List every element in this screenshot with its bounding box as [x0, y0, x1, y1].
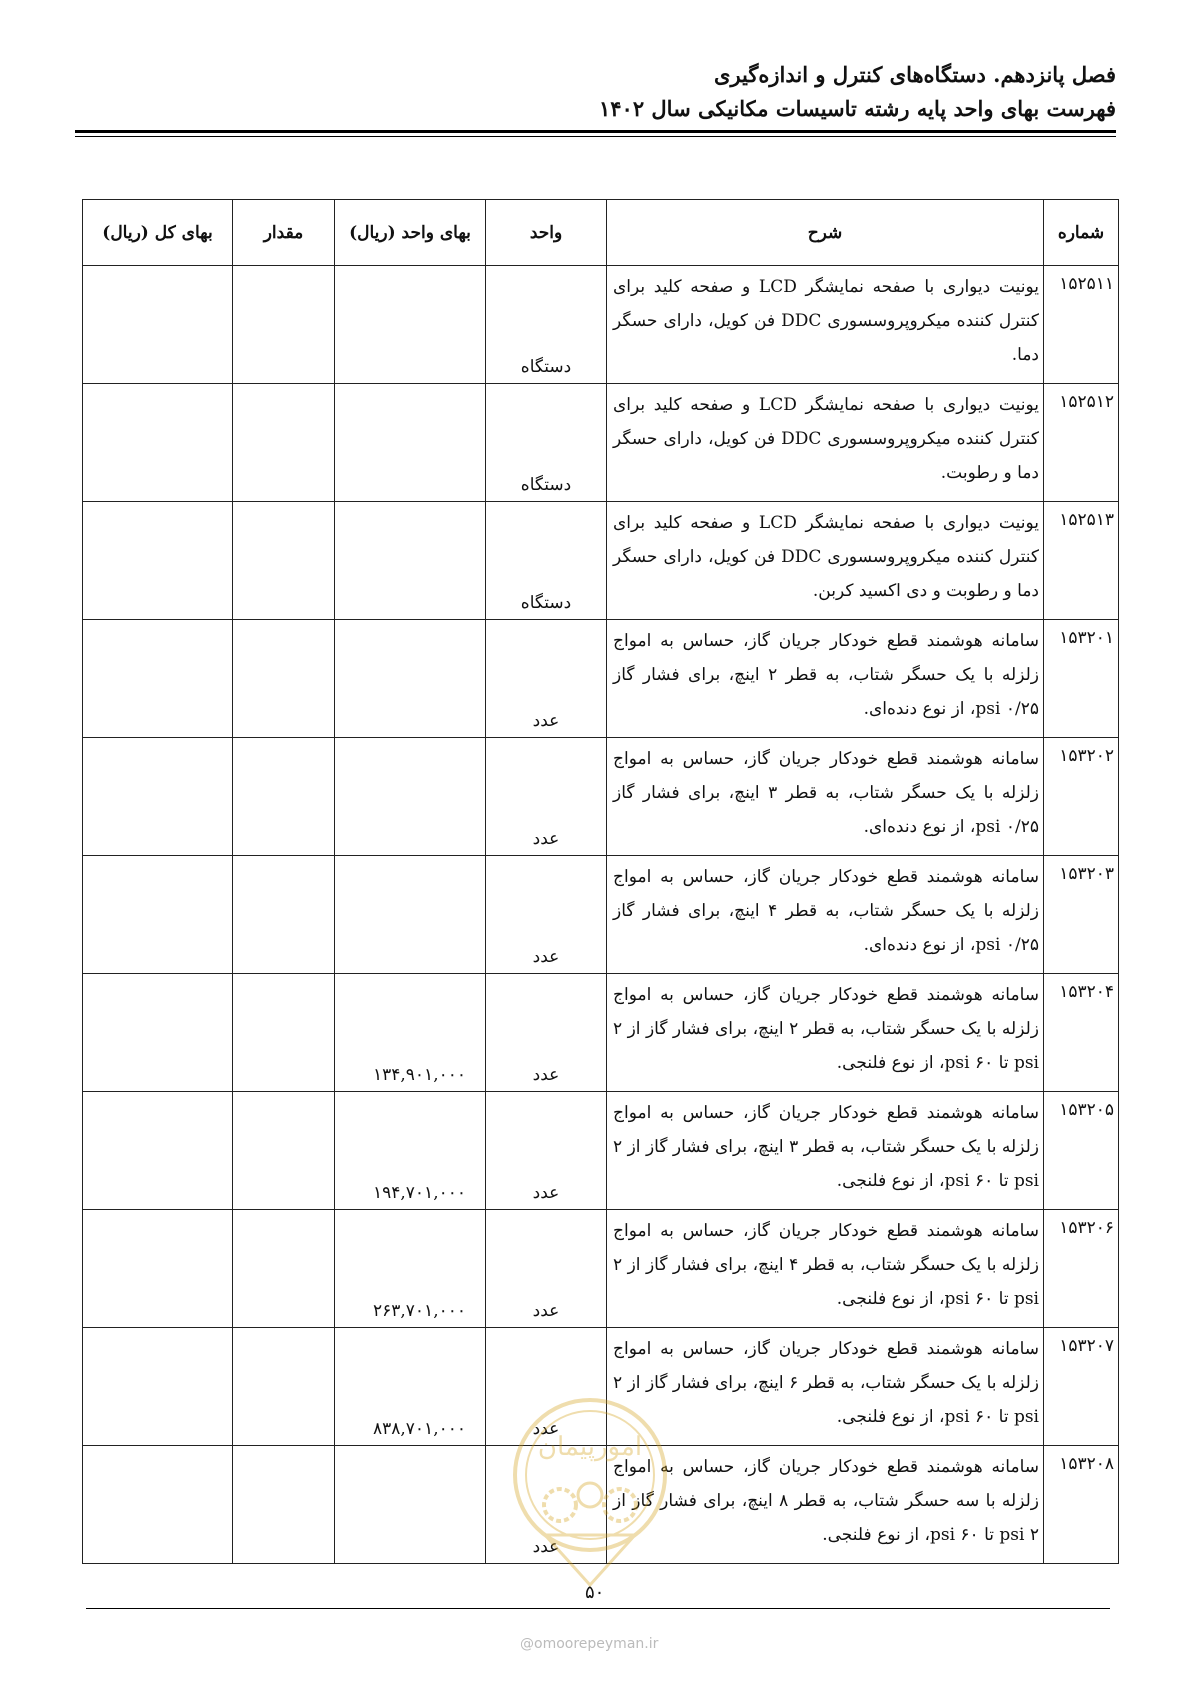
- row-unit-price: ۸۳۸,۷۰۱,۰۰۰: [335, 1328, 486, 1446]
- row-description: سامانه هوشمند قطع خودکار جریان گاز، حساس به امواج زلزله با یک حسگر شتاب، به قطر ۴ اینچ، برای فشار گاز ۰/۲۵ psi، از نوع دنده‌ای.: [607, 856, 1044, 974]
- row-quantity: [233, 1328, 335, 1446]
- header-rule-thick: [75, 130, 1116, 133]
- header-unit: واحد: [486, 200, 607, 266]
- footer-rule: [86, 1608, 1110, 1609]
- row-description: سامانه هوشمند قطع خودکار جریان گاز، حساس به امواج زلزله با یک حسگر شتاب، به قطر ۲ اینچ، برای فشار گاز از ۲ psi تا ۶۰ psi، از نوع فلنجی.: [607, 974, 1044, 1092]
- row-number: ۱۵۳۲۰۸: [1044, 1446, 1119, 1564]
- page-number: ۵۰: [585, 1582, 605, 1603]
- row-unit: عدد: [486, 1092, 607, 1210]
- header-quantity: مقدار: [233, 200, 335, 266]
- row-unit: عدد: [486, 1328, 607, 1446]
- row-unit-price: [335, 620, 486, 738]
- row-total-price: [83, 856, 233, 974]
- row-quantity: [233, 738, 335, 856]
- row-quantity: [233, 620, 335, 738]
- row-number: ۱۵۳۲۰۵: [1044, 1092, 1119, 1210]
- table-row: [83, 1210, 1119, 1328]
- row-unit: عدد: [486, 1210, 607, 1328]
- row-unit-price: ۲۶۳,۷۰۱,۰۰۰: [335, 1210, 486, 1328]
- row-unit: عدد: [486, 974, 607, 1092]
- row-total-price: [83, 1328, 233, 1446]
- row-description: یونیت دیواری با صفحه نمایشگر LCD و صفحه کلید برای کنترل کننده میکروپروسسوری DDC فن کویل، دارای حسگر دما.: [607, 266, 1044, 384]
- logo-text: امورپیمان: [537, 1432, 643, 1462]
- price-list-table: [82, 199, 1119, 1564]
- row-unit-price: [335, 384, 486, 502]
- row-quantity: [233, 974, 335, 1092]
- row-number: ۱۵۳۲۰۲: [1044, 738, 1119, 856]
- row-number: ۱۵۲۵۱۱: [1044, 266, 1119, 384]
- logo-watermark: [505, 1385, 675, 1595]
- row-description: یونیت دیواری با صفحه نمایشگر LCD و صفحه کلید برای کنترل کننده میکروپروسسوری DDC فن کویل، دارای حسگر دما و رطوبت.: [607, 384, 1044, 502]
- row-unit: دستگاه: [486, 384, 607, 502]
- row-quantity: [233, 856, 335, 974]
- row-total-price: [83, 1210, 233, 1328]
- row-total-price: [83, 738, 233, 856]
- row-quantity: [233, 502, 335, 620]
- row-unit: عدد: [486, 1446, 607, 1564]
- row-description: سامانه هوشمند قطع خودکار جریان گاز، حساس به امواج زلزله با یک حسگر شتاب، به قطر ۴ اینچ، برای فشار گاز از ۲ psi تا ۶۰ psi، از نوع فلنجی.: [607, 1210, 1044, 1328]
- row-number: ۱۵۳۲۰۳: [1044, 856, 1119, 974]
- row-total-price: [83, 1092, 233, 1210]
- table-row: [83, 384, 1119, 502]
- table-row: [83, 620, 1119, 738]
- row-number: ۱۵۲۵۱۲: [1044, 384, 1119, 502]
- table-row: [83, 738, 1119, 856]
- row-number: ۱۵۳۲۰۴: [1044, 974, 1119, 1092]
- row-total-price: [83, 384, 233, 502]
- header-unit-price: بهای واحد (ریال): [335, 200, 486, 266]
- row-quantity: [233, 1210, 335, 1328]
- table-row: [83, 974, 1119, 1092]
- row-description: سامانه هوشمند قطع خودکار جریان گاز، حساس به امواج زلزله با یک حسگر شتاب، به قطر ۶ اینچ، برای فشار گاز از ۲ psi تا ۶۰ psi، از نوع فلنجی.: [607, 1328, 1044, 1446]
- row-total-price: [83, 502, 233, 620]
- row-quantity: [233, 384, 335, 502]
- row-total-price: [83, 266, 233, 384]
- website-watermark: @omoorepeyman.ir: [520, 1636, 659, 1652]
- row-unit-price: [335, 266, 486, 384]
- header-rule-thin: [75, 136, 1116, 137]
- row-description: یونیت دیواری با صفحه نمایشگر LCD و صفحه کلید برای کنترل کننده میکروپروسسوری DDC فن کویل، دارای حسگر دما و رطوبت و دی اکسید کربن.: [607, 502, 1044, 620]
- row-quantity: [233, 1446, 335, 1564]
- row-description: سامانه هوشمند قطع خودکار جریان گاز، حساس به امواج زلزله با سه حسگر شتاب، به قطر ۸ اینچ، برای فشار گاز از ۲ psi تا ۶۰ psi، از نوع فلنجی.: [607, 1446, 1044, 1564]
- row-unit: دستگاه: [486, 266, 607, 384]
- row-unit: عدد: [486, 738, 607, 856]
- chapter-title: فصل پانزدهم. دستگاه‌های کنترل و اندازه‌گیری: [714, 62, 1116, 87]
- row-unit-price: [335, 738, 486, 856]
- row-unit-price: [335, 1446, 486, 1564]
- row-unit: عدد: [486, 856, 607, 974]
- table-row: [83, 856, 1119, 974]
- row-quantity: [233, 1092, 335, 1210]
- row-number: ۱۵۳۲۰۷: [1044, 1328, 1119, 1446]
- header-description: شرح: [607, 200, 1044, 266]
- row-number: ۱۵۲۵۱۳: [1044, 502, 1119, 620]
- row-quantity: [233, 266, 335, 384]
- row-unit-price: ۱۹۴,۷۰۱,۰۰۰: [335, 1092, 486, 1210]
- table-header-row: [83, 200, 1119, 266]
- row-description: سامانه هوشمند قطع خودکار جریان گاز، حساس به امواج زلزله با یک حسگر شتاب، به قطر ۳ اینچ، برای فشار گاز از ۲ psi تا ۶۰ psi، از نوع فلنجی.: [607, 1092, 1044, 1210]
- row-unit-price: [335, 856, 486, 974]
- row-number: ۱۵۳۲۰۶: [1044, 1210, 1119, 1328]
- row-total-price: [83, 974, 233, 1092]
- header-total-price: بهای کل (ریال): [83, 200, 233, 266]
- table-row: [83, 502, 1119, 620]
- row-total-price: [83, 1446, 233, 1564]
- document-subtitle: فهرست بهای واحد پایه رشته تاسیسات مکانیکی سال ۱۴۰۲: [598, 96, 1116, 121]
- row-total-price: [83, 620, 233, 738]
- row-number: ۱۵۳۲۰۱: [1044, 620, 1119, 738]
- row-unit-price: ۱۳۴,۹۰۱,۰۰۰: [335, 974, 486, 1092]
- row-unit-price: [335, 502, 486, 620]
- page-header: [76, 58, 1116, 126]
- row-unit: عدد: [486, 620, 607, 738]
- table-row: [83, 1092, 1119, 1210]
- header-number: شماره: [1044, 200, 1119, 266]
- row-unit: دستگاه: [486, 502, 607, 620]
- row-description: سامانه هوشمند قطع خودکار جریان گاز، حساس به امواج زلزله با یک حسگر شتاب، به قطر ۳ اینچ، برای فشار گاز ۰/۲۵ psi، از نوع دنده‌ای.: [607, 738, 1044, 856]
- row-description: سامانه هوشمند قطع خودکار جریان گاز، حساس به امواج زلزله با یک حسگر شتاب، به قطر ۲ اینچ، برای فشار گاز ۰/۲۵ psi، از نوع دنده‌ای.: [607, 620, 1044, 738]
- table-row: [83, 266, 1119, 384]
